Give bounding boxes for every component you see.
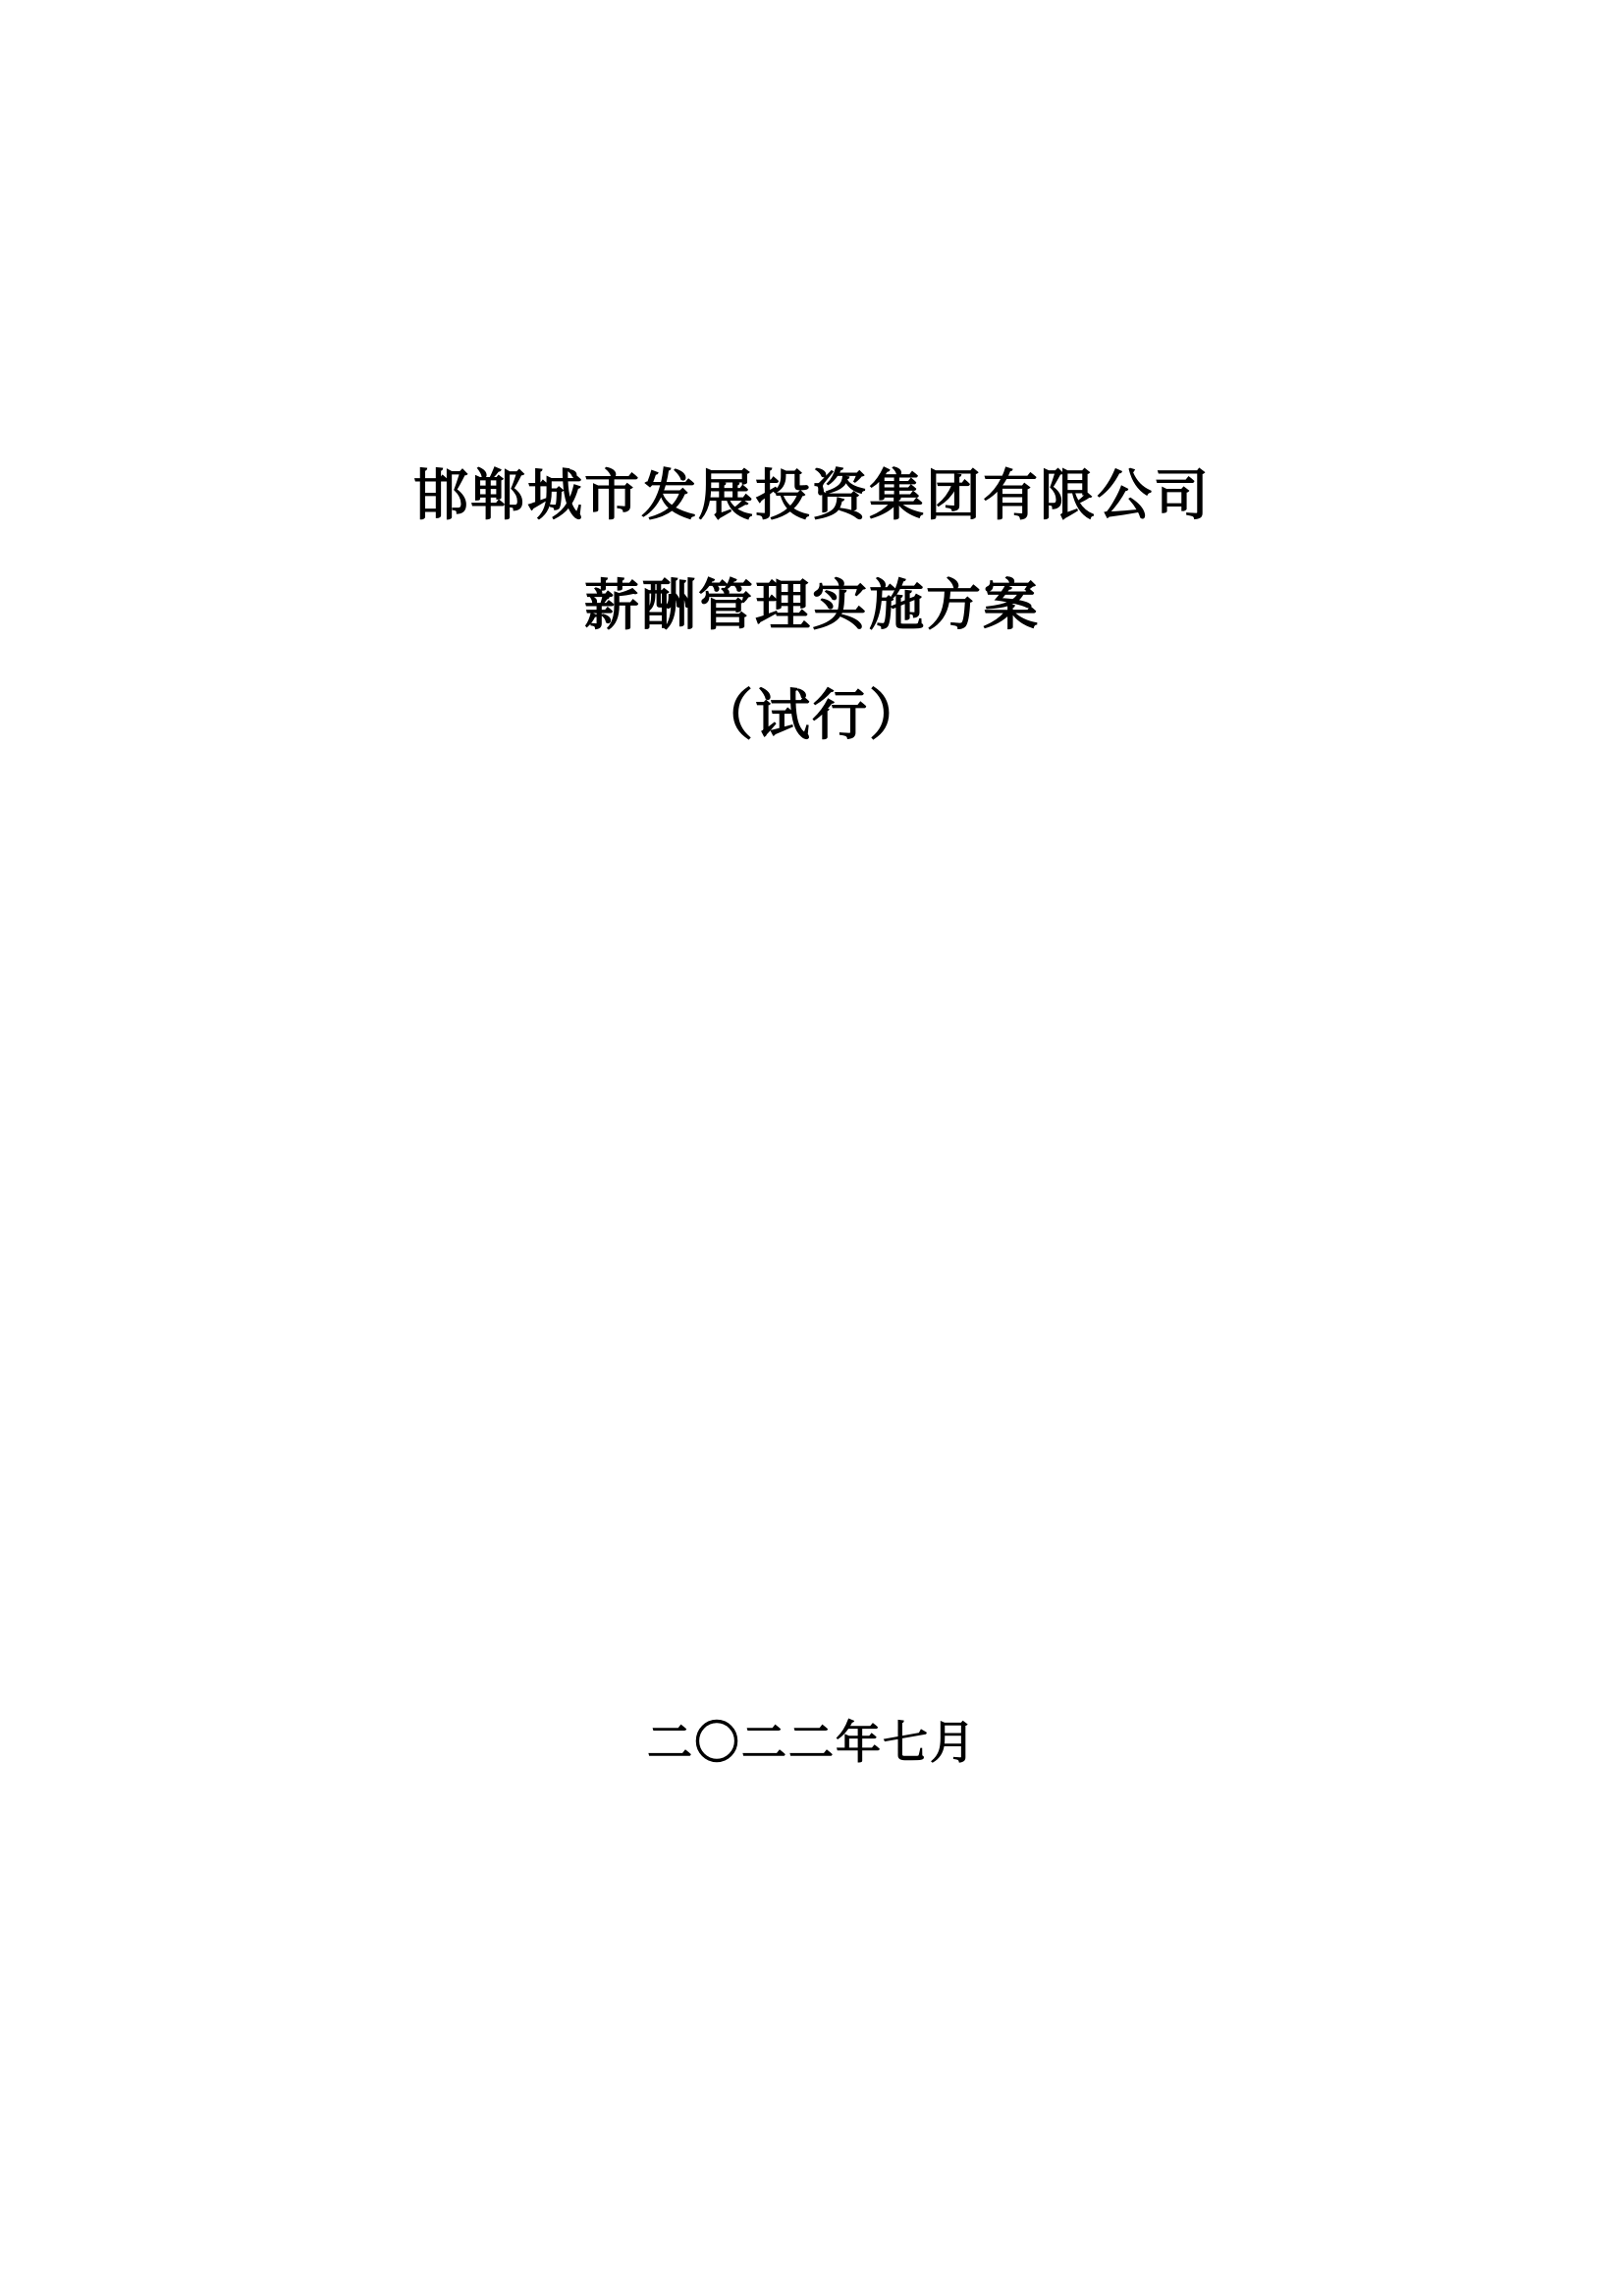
cover-date-block bbox=[0, 1713, 1624, 1772]
page-title-line-3: （试行） bbox=[698, 684, 926, 748]
page-title-line-2: 薪酬管理实施方案 bbox=[584, 574, 1040, 638]
page-title-line-1: 邯郸城市发展投资集团有限公司 bbox=[413, 464, 1211, 528]
cover-title-block bbox=[0, 442, 1624, 772]
cover-date: 二〇二二年七月 bbox=[647, 1716, 977, 1769]
